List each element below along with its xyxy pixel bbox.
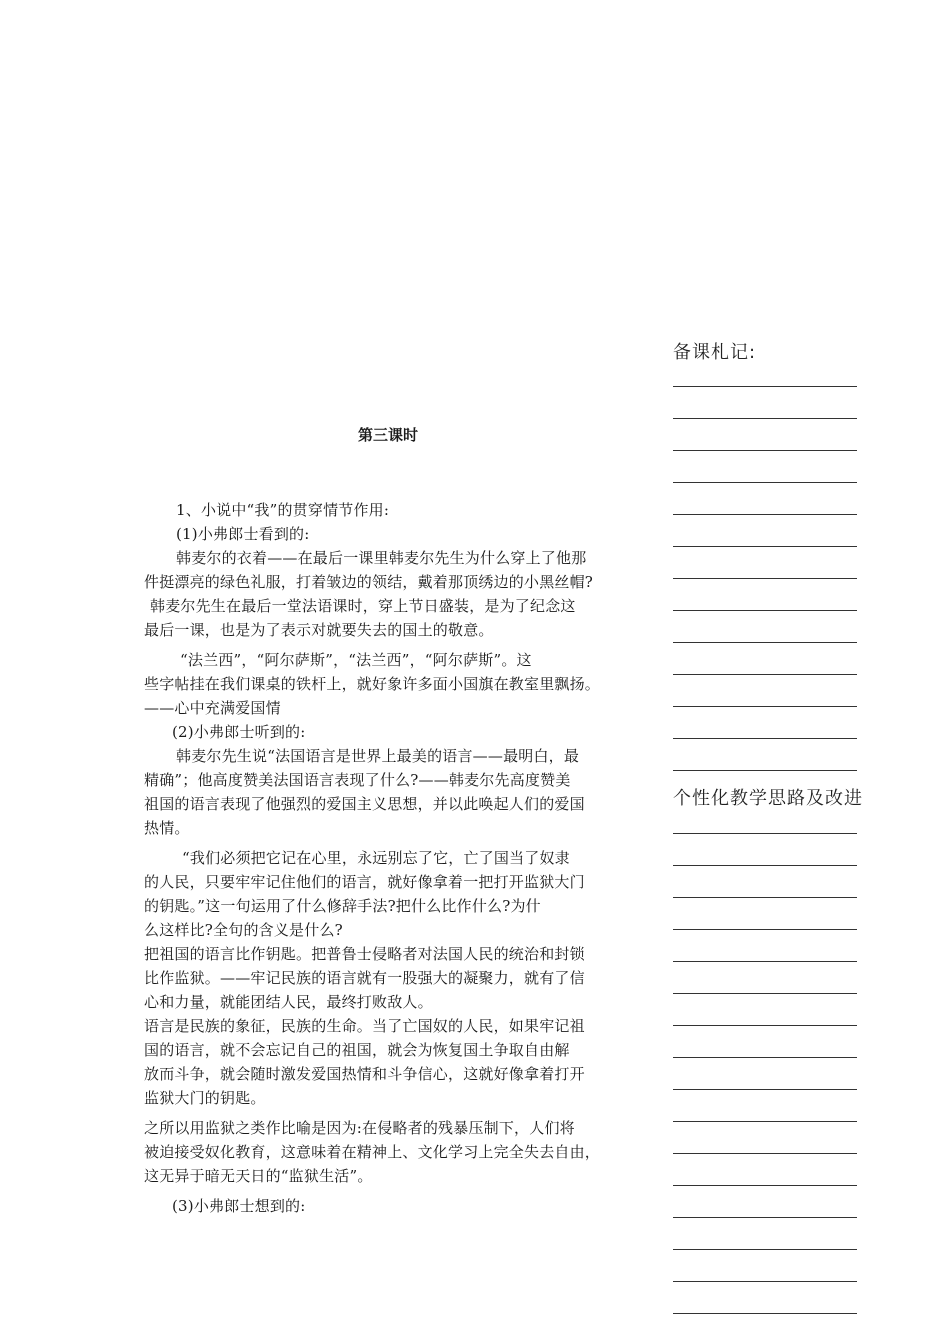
body-line: 的钥匙。”这一句运用了什么修辞手法?把什么比作什么?为什 bbox=[144, 897, 541, 915]
blank-writing-line bbox=[673, 642, 857, 643]
blank-writing-line bbox=[673, 1121, 857, 1122]
blank-writing-line bbox=[673, 1281, 857, 1282]
blank-writing-line bbox=[673, 578, 857, 579]
blank-writing-line bbox=[673, 770, 857, 771]
blank-writing-line bbox=[673, 418, 857, 419]
body-line: 1、小说中“我”的贯穿情节作用: bbox=[176, 501, 390, 519]
blank-writing-line bbox=[673, 1057, 857, 1058]
blank-writing-line bbox=[673, 1185, 857, 1186]
body-line: 国的语言，就不会忘记自己的祖国，就会为恢复国土争取自由解 bbox=[144, 1041, 570, 1059]
blank-writing-line bbox=[673, 386, 857, 387]
body-line: 放而斗争，就会随时激发爱国热情和斗争信心，这就好像拿着打开 bbox=[144, 1065, 585, 1083]
body-line: 热情。 bbox=[144, 819, 190, 837]
blank-writing-line bbox=[673, 1313, 857, 1314]
body-line: 精确”；他高度赞美法国语言表现了什么?——韩麦尔先高度赞美 bbox=[144, 771, 571, 789]
blank-writing-line bbox=[673, 706, 857, 707]
blank-writing-line bbox=[673, 1217, 857, 1218]
body-line: 些字帖挂在我们课桌的铁杆上，就好象许多面小国旗在教室里飘扬。 bbox=[144, 675, 601, 693]
blank-writing-line bbox=[673, 833, 857, 834]
body-line: 把祖国的语言比作钥匙。把普鲁士侵略者对法国人民的统治和封锁 bbox=[144, 945, 585, 963]
body-line: 最后一课，也是为了表示对就要失去的国土的敬意。 bbox=[144, 621, 494, 639]
body-line: 韩麦尔先生说“法国语言是世界上最美的语言——最明白，最 bbox=[176, 747, 580, 765]
body-line: 祖国的语言表现了他强烈的爱国主义思想，并以此唤起人们的爱国 bbox=[144, 795, 585, 813]
blank-writing-line bbox=[673, 450, 857, 451]
body-line: 比作监狱。——牢记民族的语言就有一股强大的凝聚力，就有了信 bbox=[144, 969, 585, 987]
blank-writing-line bbox=[673, 993, 857, 994]
blank-writing-line bbox=[673, 1089, 857, 1090]
body-line: 韩麦尔先生在最后一堂法语课时，穿上节日盛装，是为了纪念这 bbox=[150, 597, 576, 615]
lesson-title: 第三课时 bbox=[357, 426, 418, 444]
body-line: “我们必须把它记在心里，永远别忘了它，亡了国当了奴隶 bbox=[182, 849, 570, 867]
body-line: 么这样比?全句的含义是什么? bbox=[144, 921, 343, 939]
blank-writing-line bbox=[673, 1025, 857, 1026]
blank-writing-line bbox=[673, 897, 857, 898]
improve-heading: 个性化教学思路及改进 bbox=[673, 788, 863, 809]
blank-writing-line bbox=[673, 514, 857, 515]
blank-writing-line bbox=[673, 674, 857, 675]
body-line: (2)小弗郎士听到的: bbox=[172, 723, 306, 741]
blank-writing-line bbox=[673, 610, 857, 611]
blank-writing-line bbox=[673, 482, 857, 483]
body-line: ——心中充满爱国情 bbox=[144, 699, 281, 717]
blank-writing-line bbox=[673, 865, 857, 866]
body-line: 之所以用监狱之类作比喻是因为:在侵略者的残暴压制下，人们将 bbox=[144, 1119, 575, 1137]
blank-writing-line bbox=[673, 738, 857, 739]
body-line: 心和力量，就能团结人民，最终打败敌人。 bbox=[144, 993, 433, 1011]
blank-writing-line bbox=[673, 546, 857, 547]
blank-writing-line bbox=[673, 961, 857, 962]
body-line: 被迫接受奴化教育，这意味着在精神上、文化学习上完全失去自由， bbox=[144, 1143, 601, 1161]
blank-writing-line bbox=[673, 1153, 857, 1154]
body-line: (3)小弗郎士想到的: bbox=[172, 1197, 306, 1215]
notes-heading: 备课札记: bbox=[673, 342, 757, 363]
body-line: 语言是民族的象征，民族的生命。当了亡国奴的人民，如果牢记祖 bbox=[144, 1017, 585, 1035]
blank-writing-line bbox=[673, 929, 857, 930]
body-line: 韩麦尔的衣着——在最后一课里韩麦尔先生为什么穿上了他那 bbox=[176, 549, 587, 567]
body-line: 监狱大门的钥匙。 bbox=[144, 1089, 266, 1107]
body-line: 件挺漂亮的绿色礼服，打着皱边的领结，戴着那顶绣边的小黑丝帽? bbox=[144, 573, 594, 591]
body-line: 这无异于暗无天日的“监狱生活”。 bbox=[144, 1167, 373, 1185]
body-line: (1)小弗郎士看到的: bbox=[176, 525, 310, 543]
body-line: “法兰西”，“阿尔萨斯”，“法兰西”，“阿尔萨斯”。这 bbox=[180, 651, 532, 669]
body-line: 的人民，只要牢牢记住他们的语言，就好像拿着一把打开监狱大门 bbox=[144, 873, 585, 891]
blank-writing-line bbox=[673, 1249, 857, 1250]
